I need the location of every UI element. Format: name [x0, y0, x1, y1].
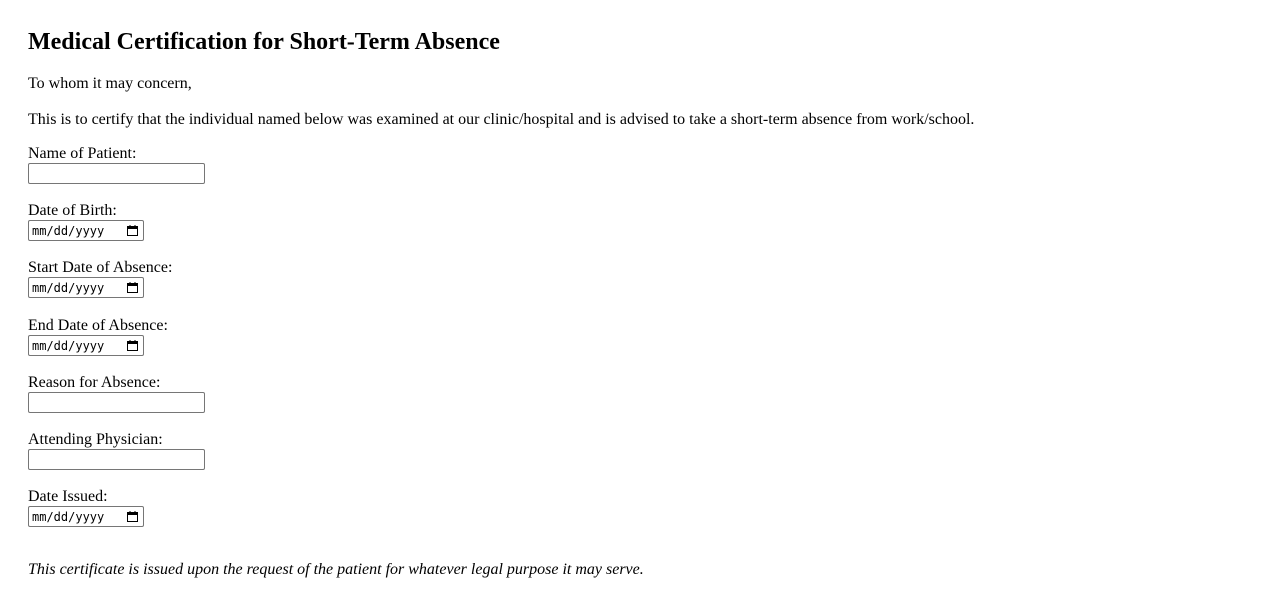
page-title: Medical Certification for Short-Term Absence: [28, 29, 500, 55]
physician-input[interactable]: [28, 449, 205, 470]
end-date-label: End Date of Absence:: [28, 317, 168, 334]
calendar-icon[interactable]: [127, 225, 138, 236]
end-date-input[interactable]: [28, 335, 144, 356]
start-date-field: [28, 259, 172, 298]
calendar-icon[interactable]: [127, 282, 138, 293]
patient-name-input[interactable]: [28, 163, 205, 184]
end-date-placeholder: mm/dd/yyyy: [32, 338, 105, 353]
reason-input[interactable]: [28, 392, 205, 413]
date-of-birth-placeholder: mm/dd/yyyy: [32, 223, 105, 238]
physician-label: Attending Physician:: [28, 431, 163, 448]
calendar-icon[interactable]: [127, 511, 138, 522]
intro-text: This is to certify that the individual named below was examined at our clinic/hospital and is advised to take a short-term absence from work/school.: [28, 111, 975, 128]
closing-statement: This certificate is issued upon the request of the patient for whatever legal purpose it may serve.: [28, 561, 644, 578]
date-issued-label: Date Issued:: [28, 488, 108, 505]
date-issued-placeholder: mm/dd/yyyy: [32, 509, 105, 524]
patient-name-label: Name of Patient:: [28, 145, 137, 162]
date-of-birth-label: Date of Birth:: [28, 202, 117, 219]
physician-field: [28, 431, 205, 470]
date-of-birth-input[interactable]: [28, 220, 144, 241]
start-date-placeholder: mm/dd/yyyy: [32, 280, 105, 295]
greeting-text: To whom it may concern,: [28, 75, 192, 92]
reason-field: [28, 374, 205, 413]
patient-name-field: [28, 145, 205, 184]
date-issued-input[interactable]: [28, 506, 144, 527]
date-of-birth-field: [28, 202, 144, 241]
end-date-field: [28, 317, 168, 356]
start-date-label: Start Date of Absence:: [28, 259, 173, 276]
start-date-input[interactable]: [28, 277, 144, 298]
date-issued-field: [28, 488, 144, 527]
reason-label: Reason for Absence:: [28, 374, 161, 391]
calendar-icon[interactable]: [127, 340, 138, 351]
